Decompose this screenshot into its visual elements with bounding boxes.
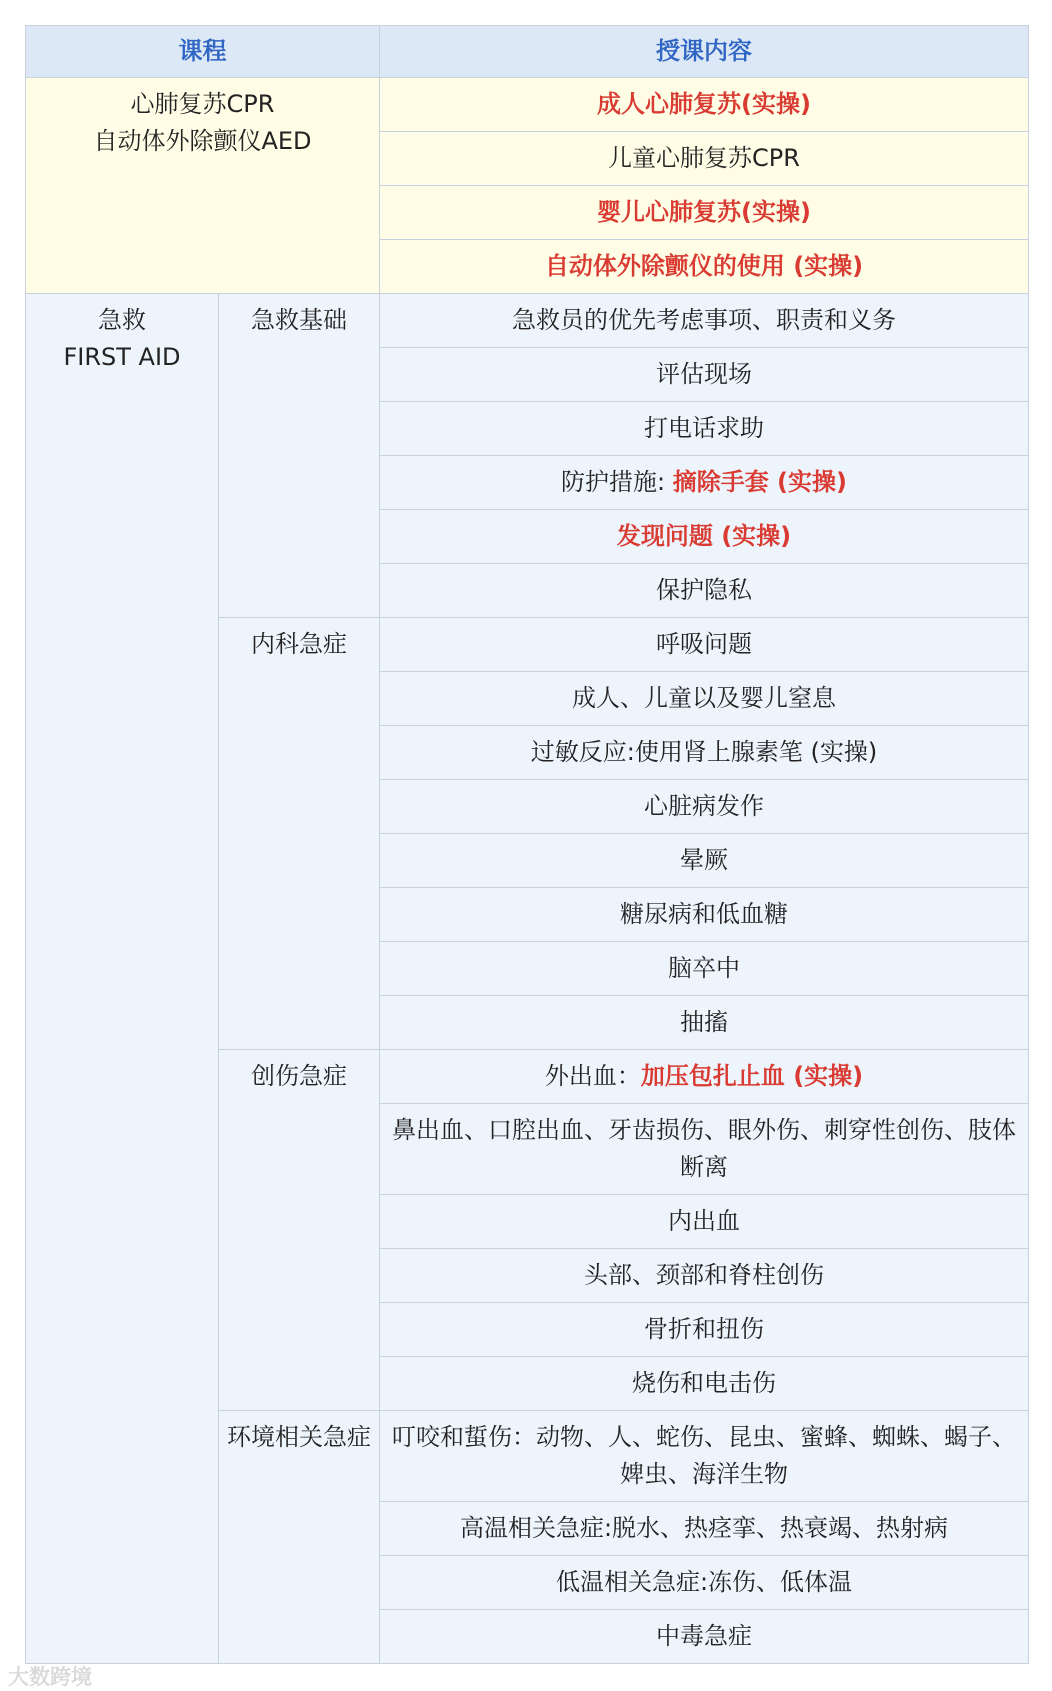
header-content: 授课内容 <box>380 26 1029 78</box>
content-cell: 打电话求助 <box>380 402 1029 456</box>
table-header-row <box>26 26 1029 78</box>
content-cell: 婴儿心肺复苏(实操) <box>380 186 1029 240</box>
content-highlight: 加压包扎止血 (实操) <box>640 1062 864 1090</box>
content-cell: 呼吸问题 <box>380 618 1029 672</box>
content-cell: 成人心肺复苏(实操) <box>380 78 1029 132</box>
aid-title-line1: 急救 <box>98 306 146 334</box>
content-cell: 成人、儿童以及婴儿窒息 <box>380 672 1029 726</box>
table-row <box>26 294 1029 348</box>
content-cell: 鼻出血、口腔出血、牙齿损伤、眼外伤、刺穿性创伤、肢体断离 <box>380 1104 1029 1195</box>
aid-section-title <box>26 294 219 1664</box>
content-cell: 评估现场 <box>380 348 1029 402</box>
content-cell: 保护隐私 <box>380 564 1029 618</box>
content-cell: 高温相关急症:脱水、热痉挛、热衰竭、热射病 <box>380 1502 1029 1556</box>
content-prefix: 外出血： <box>544 1062 641 1090</box>
content-cell: 叮咬和蜇伤：动物、人、蛇伤、昆虫、蜜蜂、蜘蛛、蝎子、婢虫、海洋生物 <box>380 1411 1029 1502</box>
group-name: 环境相关急症 <box>219 1411 380 1664</box>
content-cell <box>380 1050 1029 1104</box>
content-cell: 心脏病发作 <box>380 780 1029 834</box>
content-cell: 发现问题 (实操) <box>380 510 1029 564</box>
cpr-title-line2: 自动体外除颤仪AED <box>93 127 312 155</box>
content-cell: 抽搐 <box>380 996 1029 1050</box>
group-name: 创伤急症 <box>219 1050 380 1411</box>
content-cell: 中毒急症 <box>380 1610 1029 1664</box>
content-highlight: 摘除手套 (实操) <box>672 468 847 496</box>
header-course: 课程 <box>26 26 380 78</box>
content-cell: 过敏反应:使用肾上腺素笔 (实操) <box>380 726 1029 780</box>
content-cell: 晕厥 <box>380 834 1029 888</box>
content-cell: 骨折和扭伤 <box>380 1303 1029 1357</box>
cpr-title-line1: 心肺复苏CPR <box>130 90 275 118</box>
content-cell <box>380 456 1029 510</box>
content-cell: 儿童心肺复苏CPR <box>380 132 1029 186</box>
content-cell: 头部、颈部和脊柱创伤 <box>380 1249 1029 1303</box>
content-cell: 烧伤和电击伤 <box>380 1357 1029 1411</box>
content-prefix: 防护措施: <box>560 468 673 496</box>
watermark: 大数跨境 <box>8 1665 92 1689</box>
table-row <box>26 78 1029 132</box>
group-name: 内科急症 <box>219 618 380 1050</box>
aid-title-line2: FIRST AID <box>63 343 181 371</box>
content-cell: 急救员的优先考虑事项、职责和义务 <box>380 294 1029 348</box>
cpr-section-title <box>26 78 380 294</box>
content-cell: 脑卒中 <box>380 942 1029 996</box>
course-table <box>25 25 1029 1664</box>
content-cell: 内出血 <box>380 1195 1029 1249</box>
content-cell: 自动体外除颤仪的使用 (实操) <box>380 240 1029 294</box>
content-cell: 低温相关急症:冻伤、低体温 <box>380 1556 1029 1610</box>
content-cell: 糖尿病和低血糖 <box>380 888 1029 942</box>
group-name: 急救基础 <box>219 294 380 618</box>
